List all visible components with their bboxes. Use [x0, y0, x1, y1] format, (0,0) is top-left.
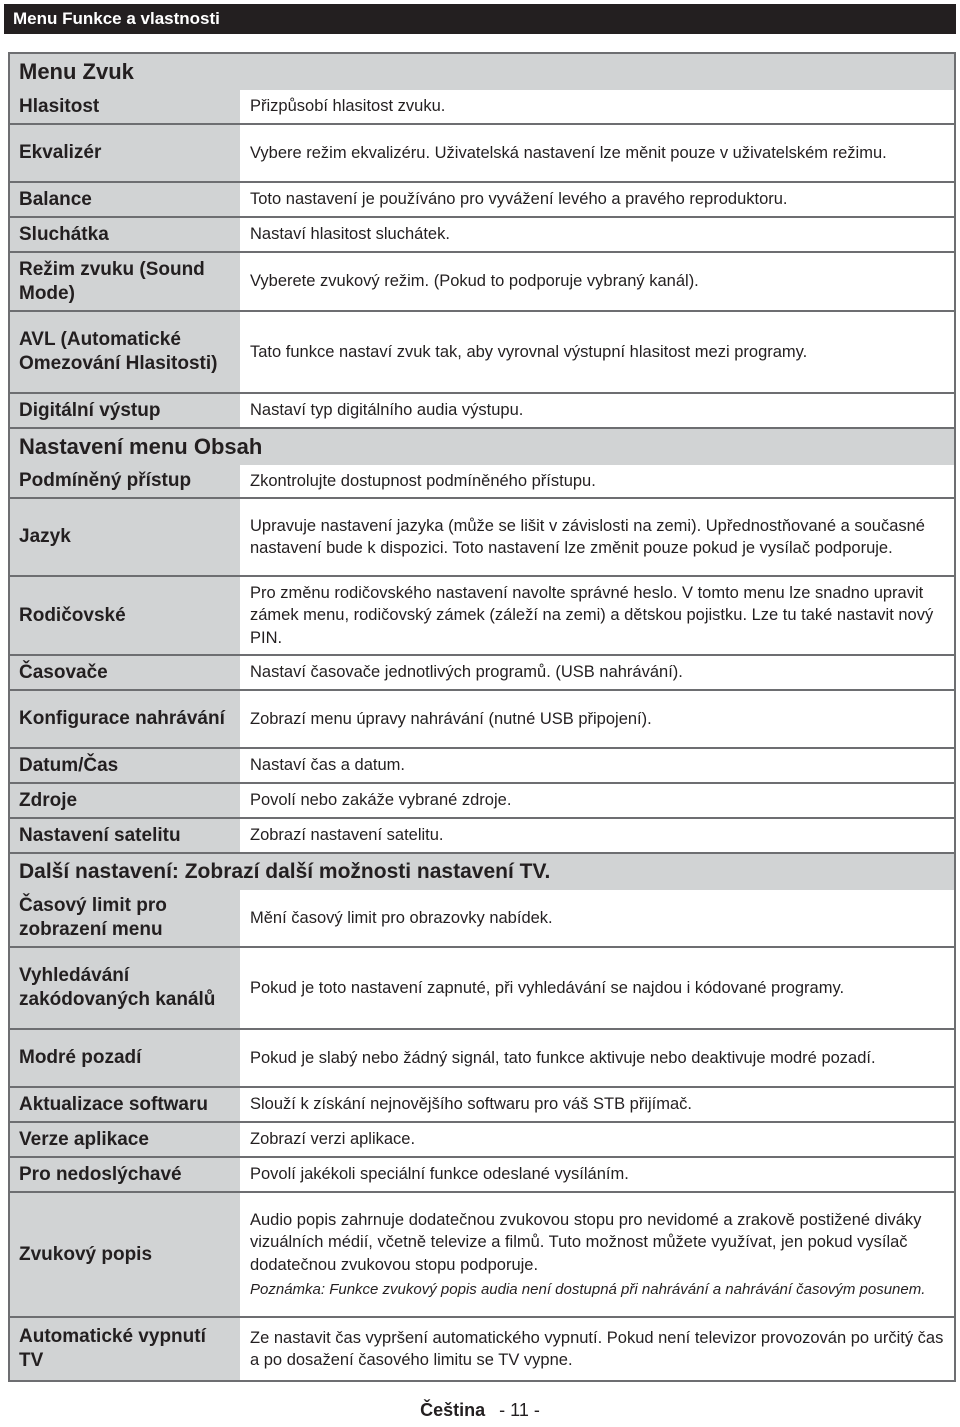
table-row [10, 819, 954, 854]
row-label: Balance [19, 188, 92, 210]
table-row [10, 1088, 954, 1123]
row-label: Jazyk [19, 526, 71, 547]
row-description: Zkontrolujte dostupnost podmíněného přístupu. [240, 465, 954, 497]
row-description: Přizpůsobí hlasitost zvuku. [240, 90, 954, 123]
row-description: Zobrazí verzi aplikace. [240, 1123, 954, 1156]
row-label: Zvukový popis [19, 1243, 153, 1265]
row-label: Rodičovské [19, 604, 126, 626]
row-description: Zobrazí menu úpravy nahrávání (nutné USB připojení). [240, 691, 954, 747]
row-description: Tato funkce nastaví zvuk tak, aby vyrovnal výstupní hlasitost mezi programy. [240, 312, 954, 392]
row-label: Aktualizace softwaru [19, 1093, 208, 1115]
row-description: Pro změnu rodičovského nastavení navolte správné heslo. V tomto menu lze snadno upravit zámek menu, rodičovský zámek (záleží na zemi) a dětskou pojistku. Lze tu také nastavit nový PIN. [240, 577, 954, 654]
table-row [10, 890, 954, 948]
row-label: Automatické vypnutí TV [19, 1326, 206, 1371]
table-row [10, 656, 954, 691]
table-row [10, 749, 954, 784]
row-label: Ekvalizér [19, 142, 102, 163]
row-label: Konfigurace nahrávání [19, 708, 225, 729]
table-row [10, 90, 954, 125]
table-row [10, 183, 954, 218]
row-label: Sluchátka [19, 223, 109, 245]
row-label: Pro nedoslýchavé [19, 1163, 182, 1185]
page-header [4, 4, 956, 34]
row-label: AVL (Automatické Omezování Hlasitosti) [19, 329, 218, 374]
table-row [10, 1030, 954, 1088]
row-label: Časovače [19, 661, 108, 683]
row-description: Povolí jakékoli speciální funkce odeslané vysíláním. [240, 1158, 954, 1191]
row-note: Poznámka: Funkce zvukový popis audia není dostupná při nahrávání a nahrávání časovým posunem. [250, 1281, 926, 1299]
row-label: Vyhledávání zakódovaných kanálů [19, 965, 216, 1010]
table-row [10, 784, 954, 819]
row-description: Ze nastavit čas vypršení automatického vypnutí. Pokud není televizor provozován po určitý čas a po dosažení časového limitu se TV vypne. [240, 1318, 954, 1380]
row-description: Vyberete zvukový režim. (Pokud to podporuje vybraný kanál). [240, 253, 954, 310]
row-label: Modré pozadí [19, 1047, 142, 1068]
table-row [10, 1123, 954, 1158]
row-description: Audio popis zahrnuje dodatečnou zvukovou stopu pro nevidomé a zrakově postižené diváky vizuálních médií, včetně televize a filmů. Tuto možnost můžete využívat, jen pokud vysílač dodatečnou zvukovou stopu podporuje. Poznámka: Funkce zvukový popis audia není dostupná při nahrávání a nahrávání časovým posunem. [240, 1193, 954, 1316]
row-description: Zobrazí nastavení satelitu. [240, 819, 954, 852]
table-row [10, 125, 954, 183]
table-row [10, 253, 954, 312]
row-description: Povolí nebo zakáže vybrané zdroje. [240, 784, 954, 817]
settings-table [8, 52, 956, 1382]
row-description: Toto nastavení je používáno pro vyvážení levého a pravého reproduktoru. [240, 183, 954, 216]
row-label: Verze aplikace [19, 1128, 149, 1150]
footer-language: Čeština [420, 1400, 486, 1420]
table-row [10, 1318, 954, 1380]
row-label: Časový limit pro zobrazení menu [19, 895, 167, 940]
row-label: Podmíněný přístup [19, 470, 192, 491]
table-row [10, 312, 954, 394]
table-row [10, 577, 954, 656]
row-description: Nastaví typ digitálního audia výstupu. [240, 394, 954, 427]
table-row [10, 1193, 954, 1318]
row-label: Zdroje [19, 789, 78, 811]
section-title-dalsi: Další nastavení: Zobrazí další možnosti nastavení TV. [19, 860, 551, 883]
table-row [10, 948, 954, 1030]
header-title: Menu Funkce a vlastnosti [13, 9, 220, 28]
row-label: Režim zvuku (Sound Mode) [19, 258, 205, 304]
section-title-zvuk: Menu Zvuk [19, 59, 134, 84]
table-row [10, 465, 954, 499]
table-row [10, 1158, 954, 1193]
row-description: Upravuje nastavení jazyka (může se lišit v závislosti na zemi). Upřednostňované a současné nastavení bude k dispozici. Toto nastavení lze změnit pouze pokud je vysílač podporuje. [240, 499, 954, 575]
row-label: Digitální výstup [19, 399, 161, 421]
row-description: Mění časový limit pro obrazovky nabídek. [240, 890, 954, 946]
page-footer [0, 1400, 960, 1421]
row-description: Nastaví čas a datum. [240, 749, 954, 782]
row-description: Nastaví časovače jednotlivých programů. (USB nahrávání). [240, 656, 954, 689]
row-description: Nastaví hlasitost sluchátek. [240, 218, 954, 251]
table-row [10, 499, 954, 577]
table-row [10, 218, 954, 253]
row-description: Slouží k získání nejnovějšího softwaru pro váš STB přijímač. [240, 1088, 954, 1121]
row-label: Datum/Čas [19, 754, 119, 776]
section-title-obsah: Nastavení menu Obsah [19, 434, 263, 459]
table-row [10, 394, 954, 429]
table-row [10, 691, 954, 749]
row-description: Pokud je toto nastavení zapnuté, při vyhledávání se najdou i kódované programy. [240, 948, 954, 1028]
row-label: Hlasitost [19, 95, 100, 117]
page-number: - 11 - [499, 1400, 540, 1420]
row-description: Pokud je slabý nebo žádný signál, tato funkce aktivuje nebo deaktivuje modré pozadí. [240, 1030, 954, 1086]
row-description: Vybere režim ekvalizéru. Uživatelská nastavení lze měnit pouze v uživatelském režimu. [240, 125, 954, 181]
row-label: Nastavení satelitu [19, 824, 181, 846]
